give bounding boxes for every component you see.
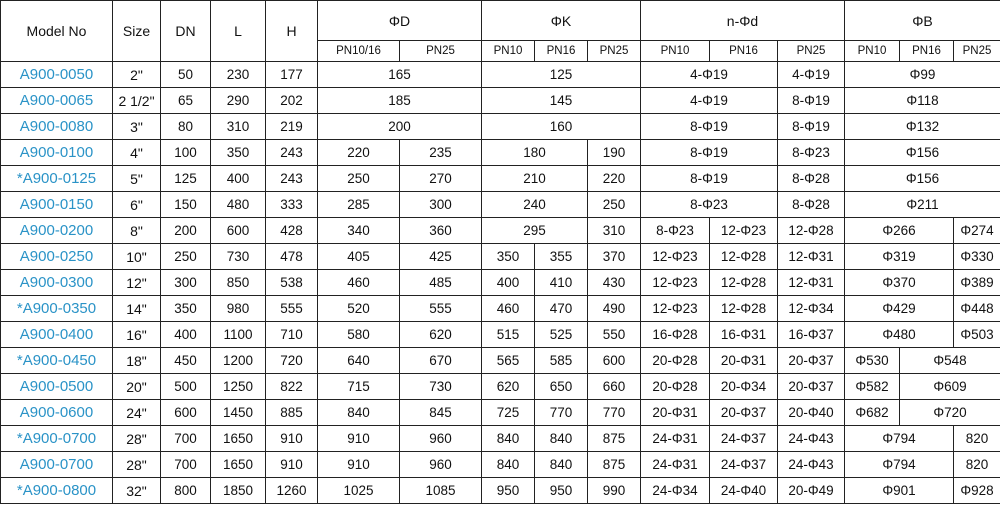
length-cell: 350 <box>211 140 266 166</box>
nd-cell: 8-Φ19 <box>778 114 845 140</box>
dn-cell: 100 <box>161 140 211 166</box>
d-cell: 840 <box>318 400 400 426</box>
model-number: *A900-0125 <box>1 166 113 192</box>
k-cell: 770 <box>535 400 588 426</box>
height-cell: 428 <box>266 218 318 244</box>
nd-cell: 20-Φ37 <box>778 348 845 374</box>
header-size: Size <box>113 1 161 62</box>
size-cell: 20" <box>113 374 161 400</box>
model-number: *A900-0450 <box>1 348 113 374</box>
d-cell: 910 <box>318 426 400 452</box>
b-cell: Φ211 <box>845 192 1000 218</box>
dn-cell: 700 <box>161 452 211 478</box>
k-cell: 410 <box>535 270 588 296</box>
nd-cell: 24-Φ37 <box>710 452 778 478</box>
dn-cell: 250 <box>161 244 211 270</box>
nd-cell: 24-Φ34 <box>641 478 710 504</box>
dn-cell: 400 <box>161 322 211 348</box>
k-cell: 725 <box>482 400 535 426</box>
k-cell: 190 <box>588 140 641 166</box>
table-row <box>1 426 1000 452</box>
model-number: A900-0080 <box>1 114 113 140</box>
height-cell: 710 <box>266 322 318 348</box>
model-number: A900-0065 <box>1 88 113 114</box>
k-cell: 550 <box>588 322 641 348</box>
k-cell: 460 <box>482 296 535 322</box>
nd-cell: 20-Φ37 <box>778 374 845 400</box>
size-cell: 28" <box>113 452 161 478</box>
dn-cell: 80 <box>161 114 211 140</box>
size-cell: 2" <box>113 62 161 88</box>
nd-cell: 12-Φ28 <box>778 218 845 244</box>
nd-cell: 8-Φ19 <box>641 166 778 192</box>
k-cell: 650 <box>535 374 588 400</box>
subheader-b-pn25: PN25 <box>954 41 1000 62</box>
d-cell: 235 <box>400 140 482 166</box>
d-cell: 165 <box>318 62 482 88</box>
height-cell: 333 <box>266 192 318 218</box>
d-cell: 285 <box>318 192 400 218</box>
length-cell: 1850 <box>211 478 266 504</box>
k-cell: 180 <box>482 140 588 166</box>
d-cell: 185 <box>318 88 482 114</box>
nd-cell: 24-Φ40 <box>710 478 778 504</box>
k-cell: 250 <box>588 192 641 218</box>
size-cell: 12" <box>113 270 161 296</box>
nd-cell: 8-Φ19 <box>778 88 845 114</box>
dn-cell: 50 <box>161 62 211 88</box>
nd-cell: 12-Φ31 <box>778 244 845 270</box>
d-cell: 845 <box>400 400 482 426</box>
size-cell: 18" <box>113 348 161 374</box>
table-row <box>1 140 1000 166</box>
height-cell: 555 <box>266 296 318 322</box>
header-b-diameter: ΦB <box>845 1 1000 41</box>
k-cell: 840 <box>482 452 535 478</box>
size-cell: 24" <box>113 400 161 426</box>
height-cell: 822 <box>266 374 318 400</box>
height-cell: 720 <box>266 348 318 374</box>
d-cell: 910 <box>318 452 400 478</box>
b-cell: Φ319 <box>845 244 954 270</box>
length-cell: 850 <box>211 270 266 296</box>
k-cell: 350 <box>482 244 535 270</box>
nd-cell: 20-Φ31 <box>641 400 710 426</box>
header-bolt-circle: ΦK <box>482 1 641 41</box>
k-cell: 400 <box>482 270 535 296</box>
b-cell: Φ901 <box>845 478 954 504</box>
b-cell: 820 <box>954 426 1000 452</box>
d-cell: 200 <box>318 114 482 140</box>
b-cell: Φ609 <box>900 374 1000 400</box>
length-cell: 480 <box>211 192 266 218</box>
d-cell: 1025 <box>318 478 400 504</box>
b-cell: Φ682 <box>845 400 900 426</box>
b-cell: Φ156 <box>845 166 1000 192</box>
nd-cell: 12-Φ28 <box>710 296 778 322</box>
b-cell: Φ794 <box>845 426 954 452</box>
size-cell: 3" <box>113 114 161 140</box>
nd-cell: 12-Φ23 <box>641 244 710 270</box>
nd-cell: 8-Φ28 <box>778 166 845 192</box>
d-cell: 340 <box>318 218 400 244</box>
d-cell: 485 <box>400 270 482 296</box>
table-row <box>1 88 1000 114</box>
d-cell: 405 <box>318 244 400 270</box>
dn-cell: 200 <box>161 218 211 244</box>
height-cell: 219 <box>266 114 318 140</box>
k-cell: 370 <box>588 244 641 270</box>
dn-cell: 65 <box>161 88 211 114</box>
nd-cell: 20-Φ34 <box>710 374 778 400</box>
nd-cell: 8-Φ28 <box>778 192 845 218</box>
b-cell: Φ448 <box>954 296 1000 322</box>
table-row <box>1 348 1000 374</box>
height-cell: 177 <box>266 62 318 88</box>
nd-cell: 20-Φ49 <box>778 478 845 504</box>
k-cell: 490 <box>588 296 641 322</box>
b-cell: Φ480 <box>845 322 954 348</box>
size-cell: 6" <box>113 192 161 218</box>
table-row <box>1 452 1000 478</box>
b-cell: Φ389 <box>954 270 1000 296</box>
size-cell: 14" <box>113 296 161 322</box>
model-number: *A900-0350 <box>1 296 113 322</box>
table-row <box>1 192 1000 218</box>
size-cell: 4" <box>113 140 161 166</box>
d-cell: 300 <box>400 192 482 218</box>
table-row <box>1 400 1000 426</box>
subheader-nd-pn10: PN10 <box>641 41 710 62</box>
b-cell: Φ548 <box>900 348 1000 374</box>
height-cell: 538 <box>266 270 318 296</box>
subheader-b-pn16: PN16 <box>900 41 954 62</box>
length-cell: 290 <box>211 88 266 114</box>
model-number: A900-0200 <box>1 218 113 244</box>
d-cell: 425 <box>400 244 482 270</box>
header-l: L <box>211 1 266 62</box>
nd-cell: 16-Φ37 <box>778 322 845 348</box>
model-number: A900-0300 <box>1 270 113 296</box>
length-cell: 400 <box>211 166 266 192</box>
b-cell: Φ132 <box>845 114 1000 140</box>
b-cell: Φ530 <box>845 348 900 374</box>
size-cell: 2 1/2" <box>113 88 161 114</box>
d-cell: 960 <box>400 426 482 452</box>
dn-cell: 450 <box>161 348 211 374</box>
k-cell: 875 <box>588 452 641 478</box>
dn-cell: 125 <box>161 166 211 192</box>
height-cell: 910 <box>266 426 318 452</box>
k-cell: 310 <box>588 218 641 244</box>
nd-cell: 8-Φ19 <box>641 114 778 140</box>
k-cell: 525 <box>535 322 588 348</box>
header-flange-diameter: ΦD <box>318 1 482 41</box>
nd-cell: 12-Φ31 <box>778 270 845 296</box>
header-model: Model No <box>1 1 113 62</box>
model-number: A900-0150 <box>1 192 113 218</box>
model-number: A900-0250 <box>1 244 113 270</box>
k-cell: 840 <box>535 426 588 452</box>
length-cell: 980 <box>211 296 266 322</box>
k-cell: 125 <box>482 62 641 88</box>
k-cell: 240 <box>482 192 588 218</box>
k-cell: 355 <box>535 244 588 270</box>
k-cell: 620 <box>482 374 535 400</box>
height-cell: 885 <box>266 400 318 426</box>
nd-cell: 24-Φ31 <box>641 452 710 478</box>
table-row <box>1 244 1000 270</box>
height-cell: 478 <box>266 244 318 270</box>
nd-cell: 4-Φ19 <box>641 62 778 88</box>
k-cell: 145 <box>482 88 641 114</box>
nd-cell: 20-Φ37 <box>710 400 778 426</box>
k-cell: 770 <box>588 400 641 426</box>
table-row <box>1 166 1000 192</box>
d-cell: 1085 <box>400 478 482 504</box>
b-cell: Φ156 <box>845 140 1000 166</box>
b-cell: Φ99 <box>845 62 1000 88</box>
table-row <box>1 296 1000 322</box>
nd-cell: 12-Φ28 <box>710 244 778 270</box>
nd-cell: 20-Φ31 <box>710 348 778 374</box>
table-row <box>1 62 1000 88</box>
length-cell: 1250 <box>211 374 266 400</box>
d-cell: 730 <box>400 374 482 400</box>
k-cell: 430 <box>588 270 641 296</box>
d-cell: 460 <box>318 270 400 296</box>
table-row <box>1 478 1000 504</box>
table-row <box>1 114 1000 140</box>
size-cell: 16" <box>113 322 161 348</box>
d-cell: 640 <box>318 348 400 374</box>
nd-cell: 20-Φ40 <box>778 400 845 426</box>
b-cell: Φ330 <box>954 244 1000 270</box>
nd-cell: 24-Φ43 <box>778 426 845 452</box>
model-number: A900-0500 <box>1 374 113 400</box>
height-cell: 1260 <box>266 478 318 504</box>
nd-cell: 24-Φ37 <box>710 426 778 452</box>
nd-cell: 4-Φ19 <box>778 62 845 88</box>
dn-cell: 500 <box>161 374 211 400</box>
k-cell: 840 <box>535 452 588 478</box>
b-cell: Φ794 <box>845 452 954 478</box>
model-number: A900-0700 <box>1 452 113 478</box>
model-number: *A900-0800 <box>1 478 113 504</box>
nd-cell: 8-Φ19 <box>641 140 778 166</box>
b-cell: 820 <box>954 452 1000 478</box>
nd-cell: 16-Φ28 <box>641 322 710 348</box>
nd-cell: 16-Φ31 <box>710 322 778 348</box>
nd-cell: 20-Φ28 <box>641 348 710 374</box>
k-cell: 660 <box>588 374 641 400</box>
k-cell: 585 <box>535 348 588 374</box>
k-cell: 840 <box>482 426 535 452</box>
height-cell: 202 <box>266 88 318 114</box>
b-cell: Φ928 <box>954 478 1000 504</box>
dn-cell: 150 <box>161 192 211 218</box>
k-cell: 950 <box>482 478 535 504</box>
k-cell: 470 <box>535 296 588 322</box>
length-cell: 1200 <box>211 348 266 374</box>
d-cell: 220 <box>318 140 400 166</box>
nd-cell: 20-Φ28 <box>641 374 710 400</box>
k-cell: 875 <box>588 426 641 452</box>
length-cell: 600 <box>211 218 266 244</box>
size-cell: 28" <box>113 426 161 452</box>
model-number: A900-0050 <box>1 62 113 88</box>
table-row <box>1 270 1000 296</box>
nd-cell: 8-Φ23 <box>778 140 845 166</box>
length-cell: 1650 <box>211 426 266 452</box>
b-cell: Φ266 <box>845 218 954 244</box>
b-cell: Φ720 <box>900 400 1000 426</box>
b-cell: Φ582 <box>845 374 900 400</box>
dn-cell: 300 <box>161 270 211 296</box>
height-cell: 243 <box>266 140 318 166</box>
nd-cell: 12-Φ23 <box>641 296 710 322</box>
b-cell: Φ118 <box>845 88 1000 114</box>
table-row <box>1 218 1000 244</box>
subheader-k-pn16: PN16 <box>535 41 588 62</box>
b-cell: Φ429 <box>845 296 954 322</box>
subheader-d-pn1016: PN10/16 <box>318 41 400 62</box>
height-cell: 910 <box>266 452 318 478</box>
length-cell: 1650 <box>211 452 266 478</box>
k-cell: 515 <box>482 322 535 348</box>
dn-cell: 700 <box>161 426 211 452</box>
d-cell: 270 <box>400 166 482 192</box>
model-number: A900-0600 <box>1 400 113 426</box>
model-number: *A900-0700 <box>1 426 113 452</box>
b-cell: Φ274 <box>954 218 1000 244</box>
nd-cell: 12-Φ28 <box>710 270 778 296</box>
nd-cell: 8-Φ23 <box>641 218 710 244</box>
subheader-nd-pn25: PN25 <box>778 41 845 62</box>
d-cell: 360 <box>400 218 482 244</box>
size-cell: 32" <box>113 478 161 504</box>
size-cell: 5" <box>113 166 161 192</box>
nd-cell: 4-Φ19 <box>641 88 778 114</box>
b-cell: Φ503 <box>954 322 1000 348</box>
size-cell: 10" <box>113 244 161 270</box>
subheader-nd-pn16: PN16 <box>710 41 778 62</box>
nd-cell: 12-Φ23 <box>641 270 710 296</box>
header-h: H <box>266 1 318 62</box>
model-number: A900-0100 <box>1 140 113 166</box>
subheader-d-pn25: PN25 <box>400 41 482 62</box>
k-cell: 565 <box>482 348 535 374</box>
d-cell: 555 <box>400 296 482 322</box>
k-cell: 210 <box>482 166 588 192</box>
k-cell: 990 <box>588 478 641 504</box>
nd-cell: 12-Φ34 <box>778 296 845 322</box>
table-row <box>1 374 1000 400</box>
length-cell: 310 <box>211 114 266 140</box>
subheader-b-pn10: PN10 <box>845 41 900 62</box>
d-cell: 715 <box>318 374 400 400</box>
dn-cell: 350 <box>161 296 211 322</box>
k-cell: 600 <box>588 348 641 374</box>
nd-cell: 24-Φ43 <box>778 452 845 478</box>
d-cell: 520 <box>318 296 400 322</box>
b-cell: Φ370 <box>845 270 954 296</box>
length-cell: 1450 <box>211 400 266 426</box>
subheader-k-pn25: PN25 <box>588 41 641 62</box>
dn-cell: 800 <box>161 478 211 504</box>
d-cell: 580 <box>318 322 400 348</box>
height-cell: 243 <box>266 166 318 192</box>
model-number: A900-0400 <box>1 322 113 348</box>
nd-cell: 8-Φ23 <box>641 192 778 218</box>
d-cell: 960 <box>400 452 482 478</box>
header-dn: DN <box>161 1 211 62</box>
length-cell: 1100 <box>211 322 266 348</box>
k-cell: 295 <box>482 218 588 244</box>
length-cell: 730 <box>211 244 266 270</box>
header-bolt-holes: n-Φd <box>641 1 845 41</box>
k-cell: 950 <box>535 478 588 504</box>
length-cell: 230 <box>211 62 266 88</box>
nd-cell: 12-Φ23 <box>710 218 778 244</box>
size-cell: 8" <box>113 218 161 244</box>
table-row <box>1 322 1000 348</box>
dn-cell: 600 <box>161 400 211 426</box>
d-cell: 620 <box>400 322 482 348</box>
d-cell: 670 <box>400 348 482 374</box>
d-cell: 250 <box>318 166 400 192</box>
nd-cell: 24-Φ31 <box>641 426 710 452</box>
subheader-k-pn10: PN10 <box>482 41 535 62</box>
k-cell: 220 <box>588 166 641 192</box>
k-cell: 160 <box>482 114 641 140</box>
